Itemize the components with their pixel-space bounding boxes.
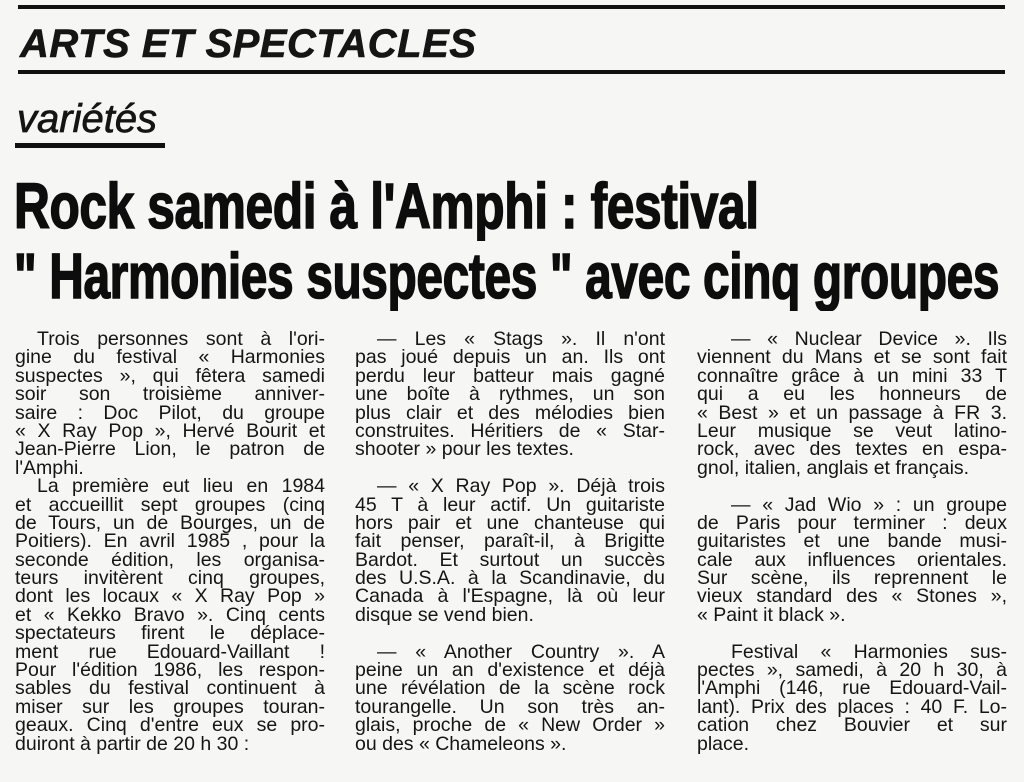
article-column-3 <box>697 330 1007 753</box>
text-line: saire : Doc Pilot, du groupe <box>15 401 325 424</box>
text-line: Poitiers). En avril 1985 , pour la <box>15 530 325 553</box>
text-line: de Tours, un de Bourges, un de <box>15 511 325 534</box>
text-line: 45 T à leur actif. Un guitariste <box>355 493 665 516</box>
text-line: des U.S.A. à la Scandinavie, du <box>355 567 665 590</box>
text-line: viennent du Mans et se sont fait <box>697 346 1007 369</box>
section-rule <box>18 70 1005 74</box>
text-line: — « Nuclear Device ». Ils <box>731 328 1007 350</box>
text-line: duiront à partir de 20 h 30 : <box>15 732 250 755</box>
article-paragraph <box>697 640 1007 755</box>
text-line: ou des « Chameleons ». <box>355 732 567 755</box>
text-line: gnol, italien, anglais et français. <box>697 456 970 479</box>
text-line: soir son troisième anniver- <box>15 383 325 406</box>
text-line: tourangelle. Un son très an- <box>355 695 665 718</box>
text-line: pas joué depuis un an. Ils ont <box>355 346 665 369</box>
rubric-underline <box>15 143 165 148</box>
text-line: peine un an d'existence et déjà <box>355 659 665 682</box>
text-line: sables du festival continuent à <box>15 677 325 700</box>
text-line: de Paris pour terminer : deux <box>697 511 1007 534</box>
text-line: guitaristes et une bande musi- <box>697 530 1007 553</box>
text-line: place. <box>697 732 750 755</box>
text-line: cale aux influences orientales. <box>697 548 1007 571</box>
text-line: « Best » et un passage à FR 3. <box>697 401 1007 424</box>
text-line: shooter » pour les textes. <box>355 438 574 461</box>
text-line: vieux standard des « Stones », <box>697 585 1007 608</box>
text-line: et « Kekko Bravo ». Cinq cents <box>15 603 325 626</box>
text-line: ment rue Edouard-Vaillant ! <box>15 640 325 663</box>
article-paragraph <box>355 330 665 459</box>
article-column-1 <box>15 330 325 753</box>
article-paragraph <box>697 330 1007 477</box>
text-line: plus clair et des mélodies bien <box>355 401 665 424</box>
text-line: et accueillit sept groupes (cinq <box>15 493 325 516</box>
text-line: hors pair et une chanteuse qui <box>355 511 665 534</box>
text-line: rock, avec des textes en espa- <box>697 438 1007 461</box>
article-paragraph <box>15 330 325 477</box>
text-line: teurs invitèrent cinq groupes, <box>15 567 325 590</box>
text-line: l'Amphi. <box>15 456 84 479</box>
text-line: miser sur les groupes touran- <box>15 695 325 718</box>
text-line: Leur musique se veut latino- <box>697 419 1007 442</box>
text-line: Sur scène, ils reprennent le <box>697 567 1007 590</box>
text-line: disque se vend bien. <box>355 603 534 626</box>
section-header: ARTS ET SPECTACLES <box>20 22 477 66</box>
text-line: « X Ray Pop », Hervé Bourit et <box>15 419 325 442</box>
article-paragraph <box>355 640 665 755</box>
headline <box>14 171 1014 311</box>
text-line: lant). Prix des places : 40 F. Lo- <box>697 695 1007 718</box>
text-line: une révélation de la scène rock <box>355 677 665 700</box>
headline-line-1 <box>14 171 1014 241</box>
text-line: Jean-Pierre Lion, le patron de <box>15 438 325 461</box>
text-line: une boîte à rythmes, un son <box>355 383 665 406</box>
top-rule <box>18 5 1005 9</box>
article-paragraph <box>355 477 665 624</box>
text-line: fait penser, paraît-il, à Brigitte <box>355 530 665 553</box>
text-line: — « X Ray Pop ». Déjà trois <box>377 475 665 498</box>
text-line: spectateurs firent le déplace- <box>15 622 325 645</box>
text-line: La première eut lieu en 1984 <box>37 475 325 498</box>
text-line: cation chez Bouvier et sur <box>697 714 1007 737</box>
text-line: seconde édition, les organisa- <box>15 548 325 571</box>
headline-text-2: " Harmonies suspectes " avec cinq groupes <box>14 241 1000 311</box>
headline-line-2 <box>14 241 1014 311</box>
text-line: — Les « Stags ». Il n'ont <box>377 328 665 350</box>
text-line: — « Jad Wio » : un groupe <box>731 493 1007 516</box>
text-line: — « Another Country ». A <box>377 640 665 663</box>
text-line: pectes », samedi, à 20 h 30, à <box>697 659 1007 682</box>
text-line: l'Amphi (146, rue Edouard-Vail- <box>697 677 1007 700</box>
text-line: construites. Héritiers de « Star- <box>355 419 665 442</box>
text-line: dont les locaux « X Ray Pop » <box>15 585 325 608</box>
article-column-2 <box>355 330 665 753</box>
text-line: Bardot. Et surtout un succès <box>355 548 665 571</box>
article-paragraph <box>697 493 1007 626</box>
article-paragraph <box>15 477 325 753</box>
text-line: perdu leur batteur mais gagné <box>355 364 665 387</box>
text-line: gine du festival « Harmonies <box>15 346 325 369</box>
text-line: Trois personnes sont à l'ori- <box>37 328 325 350</box>
rubric-label: variétés <box>17 97 158 141</box>
text-line: « Paint it black ». <box>697 603 846 626</box>
text-line: geaux. Cinq d'entre eux se pro- <box>15 714 325 737</box>
text-line: Pour l'édition 1986, les respon- <box>15 659 325 682</box>
text-line: Canada à l'Espagne, là où leur <box>355 585 665 608</box>
text-line: Festival « Harmonies sus- <box>731 640 1007 663</box>
text-line: suspectes », qui fêtera samedi <box>15 364 325 387</box>
text-line: glais, proche de « New Order » <box>355 714 665 737</box>
text-line: qui a eu les honneurs de <box>697 383 1007 406</box>
headline-text-1: Rock samedi à l'Amphi : festival <box>14 171 759 241</box>
text-line: connaître grâce à un mini 33 T <box>697 364 1007 387</box>
